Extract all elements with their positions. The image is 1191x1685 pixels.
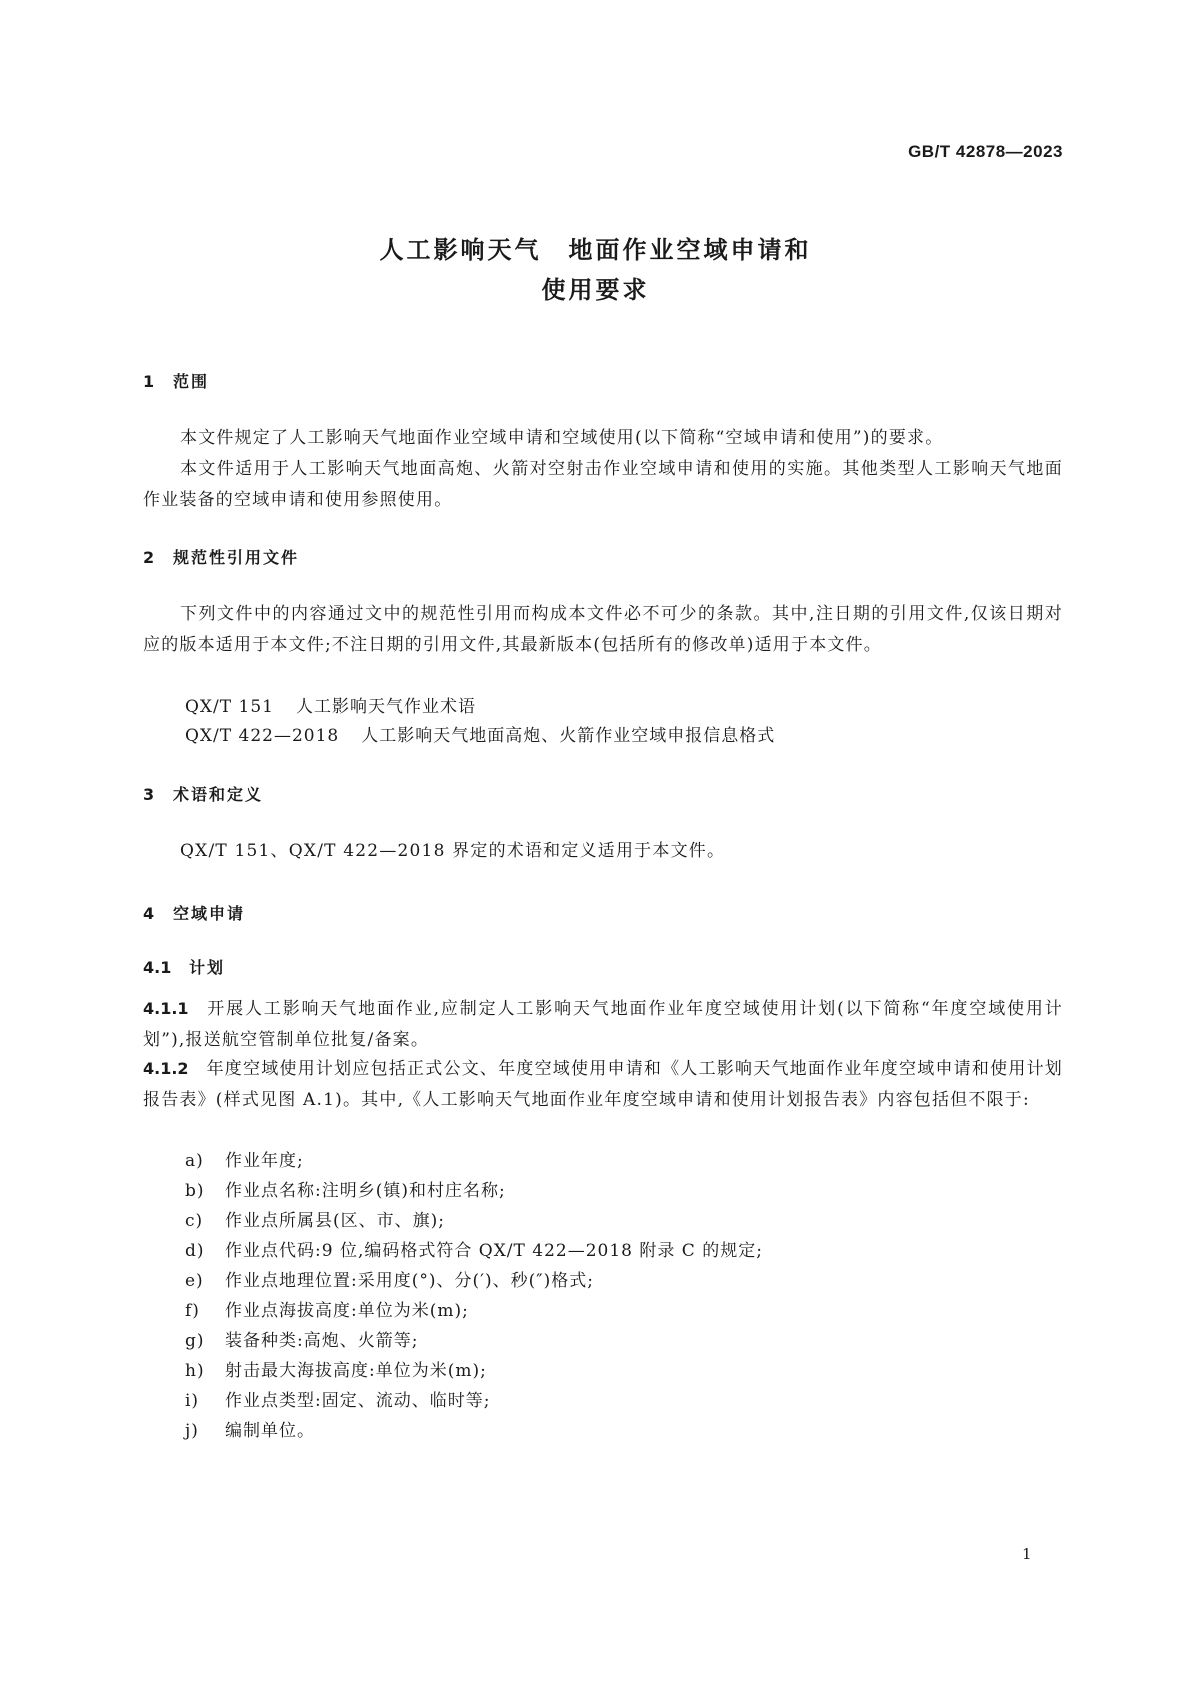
reference-code: QX/T 422—2018 [185, 726, 340, 746]
clause-text: 开展人工影响天气地面作业,应制定人工影响天气地面作业年度空域使用计划(以下简称“年度空域使用计划”),报送航空管制单位批复/备案。 [143, 999, 1063, 1050]
list-item [185, 1236, 763, 1261]
clause-text: 年度空域使用计划应包括正式公文、年度空域使用申请和《人工影响天气地面作业年度空域申请和使用计划报告表》(样式见图 A.1)。其中,《人工影响天气地面作业年度空域申请和使用计划报告表》内容包括但不限于: [143, 1059, 1063, 1110]
page-number: 1 [1022, 1545, 1032, 1563]
section-3-heading [143, 782, 263, 805]
list-label: b) [185, 1181, 205, 1201]
list-text: 编制单位。 [225, 1421, 315, 1441]
section-number: 2 [143, 548, 155, 567]
list-label: j) [185, 1421, 199, 1441]
paragraph: 本文件适用于人工影响天气地面高炮、火箭对空射击作业空域申请和使用的实施。其他类型人工影响天气地面作业装备的空域申请和使用参照使用。 [143, 459, 1063, 510]
clause-4-1-1 [143, 993, 1063, 1056]
subsection-4-1-heading [143, 955, 225, 978]
section-1-heading [143, 369, 209, 392]
clause-number: 4.1.1 [143, 999, 189, 1018]
reference-name: 人工影响天气地面高炮、火箭作业空域申报信息格式 [361, 726, 776, 746]
section-title: 术语和定义 [173, 785, 264, 804]
list-text: 作业点海拔高度:单位为米(m); [225, 1301, 469, 1321]
clause-4-1-2 [143, 1053, 1063, 1116]
document-title-line-1: 人工影响天气 地面作业空域申请和 [379, 236, 812, 264]
list-label: f) [185, 1301, 200, 1321]
list-text: 作业点地理位置:采用度(°)、分(′)、秒(″)格式; [225, 1271, 594, 1291]
section-number: 1 [143, 372, 155, 391]
list-text: 射击最大海拔高度:单位为米(m); [225, 1361, 487, 1381]
list-text: 作业点代码:9 位,编码格式符合 QX/T 422—2018 附录 C 的规定; [225, 1241, 763, 1261]
list-text: 作业点所属县(区、市、旗); [225, 1211, 445, 1231]
list-text: 作业点名称:注明乡(镇)和村庄名称; [225, 1181, 506, 1201]
subsection-title: 计划 [189, 958, 226, 977]
document-title-line-2: 使用要求 [541, 276, 650, 304]
list-item [185, 1356, 487, 1381]
paragraph: 下列文件中的内容通过文中的规范性引用而构成本文件必不可少的条款。其中,注日期的引用文件,仅该日期对应的版本适用于本文件;不注日期的引用文件,其最新版本(包括所有的修改单)适用于本文件。 [143, 604, 1063, 655]
list-item [185, 1206, 445, 1231]
list-label: h) [185, 1361, 205, 1381]
reference-name: 人工影响天气作业术语 [295, 697, 476, 717]
list-item [185, 1386, 490, 1411]
reference-code: QX/T 151 [185, 697, 274, 717]
list-item [185, 1146, 304, 1171]
section-2-heading [143, 545, 299, 568]
normative-reference [185, 721, 775, 746]
list-label: e) [185, 1271, 204, 1291]
section-title: 空域申请 [173, 904, 246, 923]
list-text: 作业点类型:固定、流动、临时等; [225, 1391, 491, 1411]
subsection-number: 4.1 [143, 958, 172, 977]
list-text: 作业年度; [225, 1151, 304, 1171]
list-item [185, 1266, 594, 1291]
clause-number: 4.1.2 [143, 1059, 189, 1078]
list-item [185, 1176, 506, 1201]
section-4-heading [143, 901, 245, 924]
list-item [185, 1296, 469, 1321]
section-title: 规范性引用文件 [173, 548, 300, 567]
standard-number: GB/T 42878—2023 [908, 142, 1063, 161]
list-item [185, 1416, 315, 1441]
list-label: g) [185, 1331, 205, 1351]
section-title: 范围 [173, 372, 210, 391]
list-item [185, 1326, 418, 1351]
paragraph: QX/T 151、QX/T 422—2018 界定的术语和定义适用于本文件。 [180, 841, 726, 861]
list-label: i) [185, 1391, 200, 1411]
list-label: d) [185, 1241, 205, 1261]
normative-reference [185, 692, 476, 717]
paragraph: 本文件规定了人工影响天气地面作业空域申请和空域使用(以下简称“空域申请和使用”)的要求。 [180, 428, 944, 448]
section-number: 3 [143, 785, 155, 804]
list-label: a) [185, 1151, 204, 1171]
section-number: 4 [143, 904, 155, 923]
list-text: 装备种类:高炮、火箭等; [225, 1331, 419, 1351]
list-label: c) [185, 1211, 204, 1231]
